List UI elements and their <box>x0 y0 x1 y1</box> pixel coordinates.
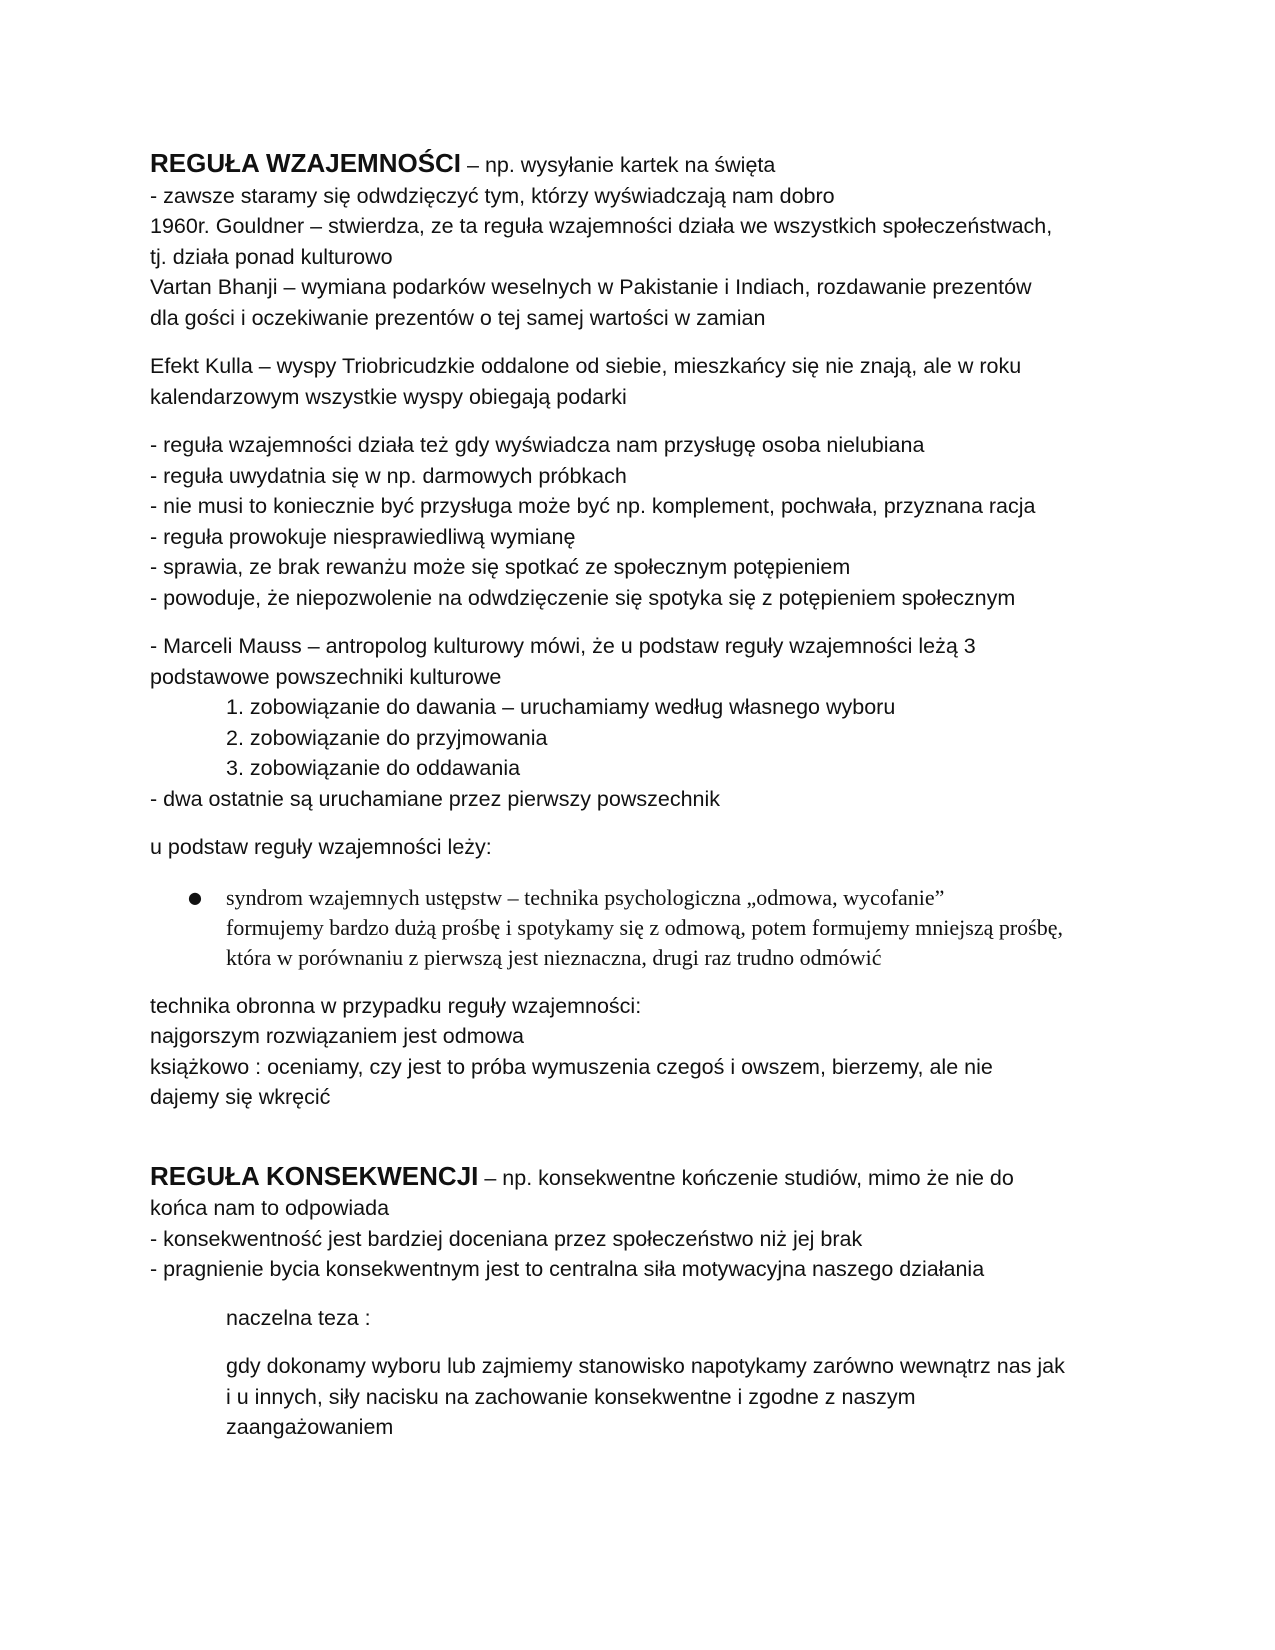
text-line: kalendarzowym wszystkie wyspy obiegają podarki <box>150 384 627 409</box>
text-line: zaangażowaniem <box>226 1415 394 1439</box>
section-consistency <box>150 1161 1130 1443</box>
section-heading-line <box>150 1161 1130 1194</box>
text-line: dajemy się wkręcić <box>150 1085 331 1109</box>
paragraph-rule-points <box>150 430 1130 613</box>
text-line: - zawsze staramy się odwdzięczyć tym, którzy wyświadczają nam dobro <box>150 183 835 208</box>
section-heading: REGUŁA KONSEKWENCJI <box>150 1160 479 1191</box>
thesis-label: naczelna teza : <box>226 1305 371 1330</box>
text-line: książkowo : oceniamy, czy jest to próba wymuszenia czegoś i owszem, bierzemy, ale nie <box>150 1054 993 1079</box>
text-line: technika obronna w przypadku reguły wzajemności: <box>150 993 642 1018</box>
text-line: - reguła prowokuje niesprawiedliwą wymianę <box>150 524 576 549</box>
text-line: - nie musi to koniecznie być przysługa może być np. komplement, pochwała, przyznana racja <box>150 494 1036 518</box>
numbered-item: 2. zobowiązanie do przyjmowania <box>226 725 548 750</box>
bullet-line: formujemy bardzo dużą prośbę i spotykamy się z odmową, potem formujemy mniejszą prośbę, <box>226 914 1064 940</box>
paragraph-kula <box>150 351 1130 412</box>
text-line: - reguła wzajemności działa też gdy wyświadcza nam przysługę osoba nielubiana <box>150 433 925 457</box>
text-line: - pragnienie bycia konsekwentnym jest to centralna siła motywacyjna naszego działania <box>150 1257 985 1281</box>
text-line: - sprawia, ze brak rewanżu może się spotkać ze społecznym potępieniem <box>150 555 851 579</box>
numbered-item: 1. zobowiązanie do dawania – uruchamiamy według własnego wyboru <box>226 695 896 719</box>
paragraph-mauss <box>150 631 1130 814</box>
text-line: końca nam to odpowiada <box>150 1196 390 1220</box>
text-line: - Marceli Mauss – antropolog kulturowy mówi, że u podstaw reguły wzajemności leżą 3 <box>150 634 976 658</box>
text-line: i u innych, siły nacisku na zachowanie konsekwentne i zgodne z naszym <box>226 1384 916 1409</box>
text-line: gdy dokonamy wyboru lub zajmiemy stanowisko napotykamy zarówno wewnątrz nas jak <box>226 1354 1065 1378</box>
text-line: u podstaw reguły wzajemności leży: <box>150 835 492 859</box>
text-line: Efekt Kulla – wyspy Triobricudzkie oddalone od siebie, mieszkańcy się nie znają, ale w roku <box>150 354 1022 378</box>
section-reciprocity <box>150 148 1130 1113</box>
text-line: dla gości i oczekiwanie prezentów o tej samej wartości w zamian <box>150 305 766 330</box>
text-line: najgorszym rozwiązaniem jest odmowa <box>150 1024 525 1048</box>
text-line: tj. działa ponad kulturowo <box>150 244 393 269</box>
numbered-item: 3. zobowiązanie do oddawania <box>226 756 521 780</box>
text-line: 1960r. Gouldner – stwierdza, ze ta reguła wzajemności działa we wszystkich społeczeństwach, <box>150 214 1053 238</box>
text-line: - reguła uwydatnia się w np. darmowych próbkach <box>150 463 627 488</box>
text-line: - konsekwentność jest bardziej doceniana przez społeczeństwo niż jej brak <box>150 1226 863 1251</box>
text-line: - powoduje, że niepozwolenie na odwdzięczenie się spotyka się z potępieniem społecznym <box>150 585 1016 610</box>
bullet-line: która w porównaniu z pierwszą jest nieznaczna, drugi raz trudno odmówić <box>226 944 882 970</box>
bullet-item <box>150 883 1130 973</box>
text-line: - dwa ostatnie są uruchamiane przez pierwszy powszechnik <box>150 786 721 811</box>
text-line: Vartan Bhanji – wymiana podarków weselnych w Pakistanie i Indiach, rozdawanie prezentów <box>150 275 1032 299</box>
heading-tail: – np. konsekwentne kończenie studiów, mimo że nie do <box>478 1165 1014 1190</box>
section-heading-line <box>150 148 1130 181</box>
section-heading: REGUŁA WZAJEMNOŚCI <box>150 148 462 178</box>
paragraph-defense <box>150 991 1130 1113</box>
text-line: podstawowe powszechniki kulturowe <box>150 664 502 689</box>
bullet-marker: ● <box>188 887 202 907</box>
thesis-paragraph <box>150 1351 1130 1443</box>
heading-tail: – np. wysyłanie kartek na święta <box>461 153 776 177</box>
document-page <box>150 148 1130 1443</box>
bullet-line: syndrom wzajemnych ustępstw – technika psychologiczna „odmowa, wycofanie” <box>226 884 945 910</box>
